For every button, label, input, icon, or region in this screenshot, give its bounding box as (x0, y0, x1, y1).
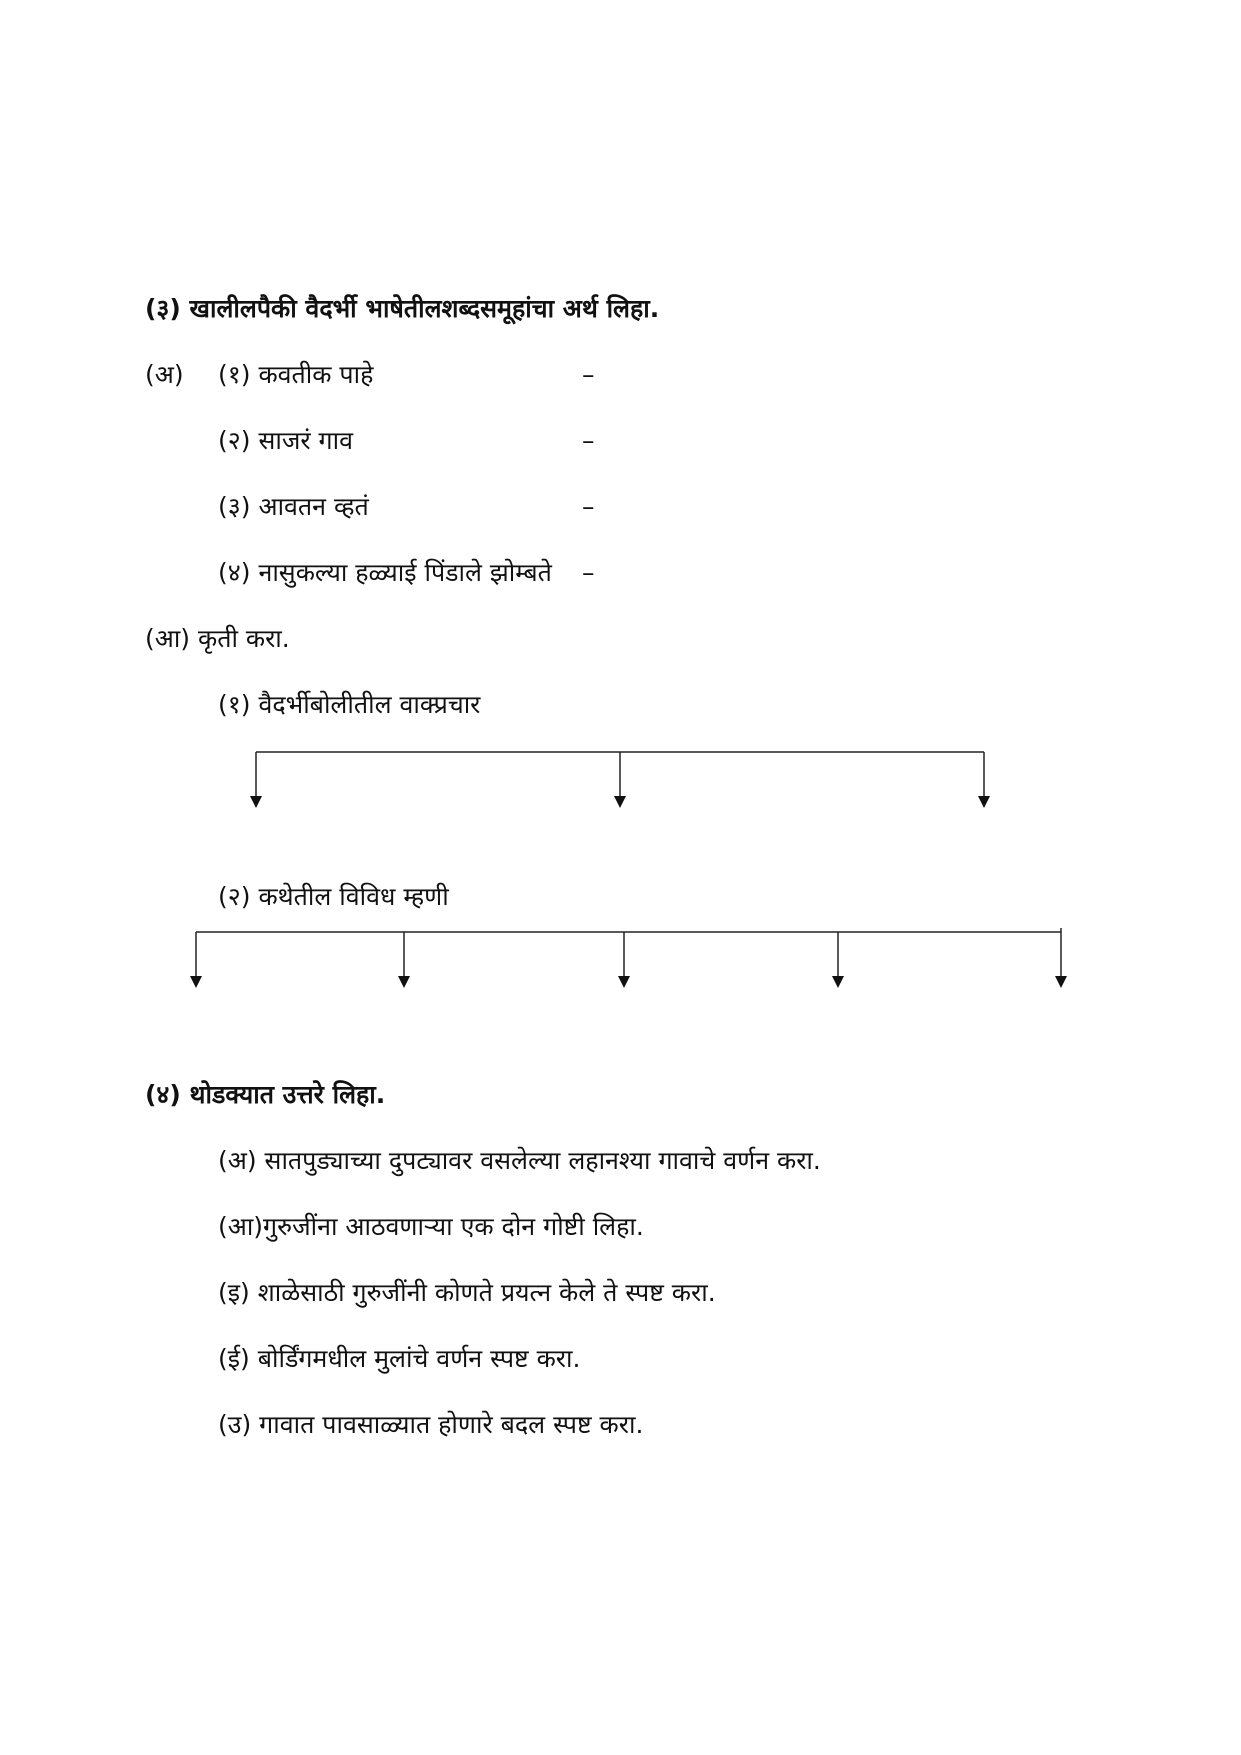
question-u: (उ) गावात पावसाळ्यात होणारे बदल स्पष्ट करा. (218, 1410, 644, 1439)
word-item-2: (२) साजरं गाव (218, 426, 354, 455)
part-b-heading: (आ) कृती करा. (145, 624, 290, 653)
answer-dash-4: – (582, 558, 595, 587)
section-3-heading: (३) खालीलपैकी वैदर्भी भाषेतीलशब्दसमूहांचा अर्थ लिहा. (145, 294, 660, 323)
arrow-head (618, 976, 630, 988)
arrow-head (1055, 976, 1067, 988)
arrow-head (614, 796, 626, 808)
question-aa: (आ)गुरुजींना आठवणाऱ्या एक दोन गोष्टी लिहा. (218, 1212, 644, 1241)
arrow-head (832, 976, 844, 988)
word-item-4: (४) नासुकल्या हळ्याई पिंडाले झोम्बते (218, 558, 552, 587)
activity-1-arrow-diagram (0, 740, 1241, 810)
question-a: (अ) सातपुड्याच्या दुपट्यावर वसलेल्या लहानश्या गावाचे वर्णन करा. (218, 1146, 821, 1175)
question-ii: (ई) बोर्डिंगमधील मुलांचे वर्णन स्पष्ट करा. (218, 1344, 581, 1373)
part-a-label: (अ) (145, 360, 184, 389)
activity-2-arrow-diagram (0, 920, 1241, 990)
answer-dash-1: – (582, 360, 595, 389)
section-4-heading: (४) थोडक्यात उत्तरे लिहा. (145, 1080, 386, 1109)
question-i: (इ) शाळेसाठी गुरुजींनी कोणते प्रयत्न केले ते स्पष्ट करा. (218, 1278, 716, 1307)
arrow-head (190, 976, 202, 988)
activity-1-label: (१) वैदर्भीबोलीतील वाक्प्रचार (218, 690, 481, 719)
arrow-head (250, 796, 262, 808)
activity-2-label: (२) कथेतील विविध म्हणी (218, 882, 449, 911)
word-item-1: (१) कवतीक पाहे (218, 360, 374, 389)
arrow-head (978, 796, 990, 808)
answer-dash-3: – (582, 492, 595, 521)
word-item-3: (३) आवतन व्हतं (218, 492, 369, 521)
arrow-head (398, 976, 410, 988)
answer-dash-2: – (582, 426, 595, 455)
